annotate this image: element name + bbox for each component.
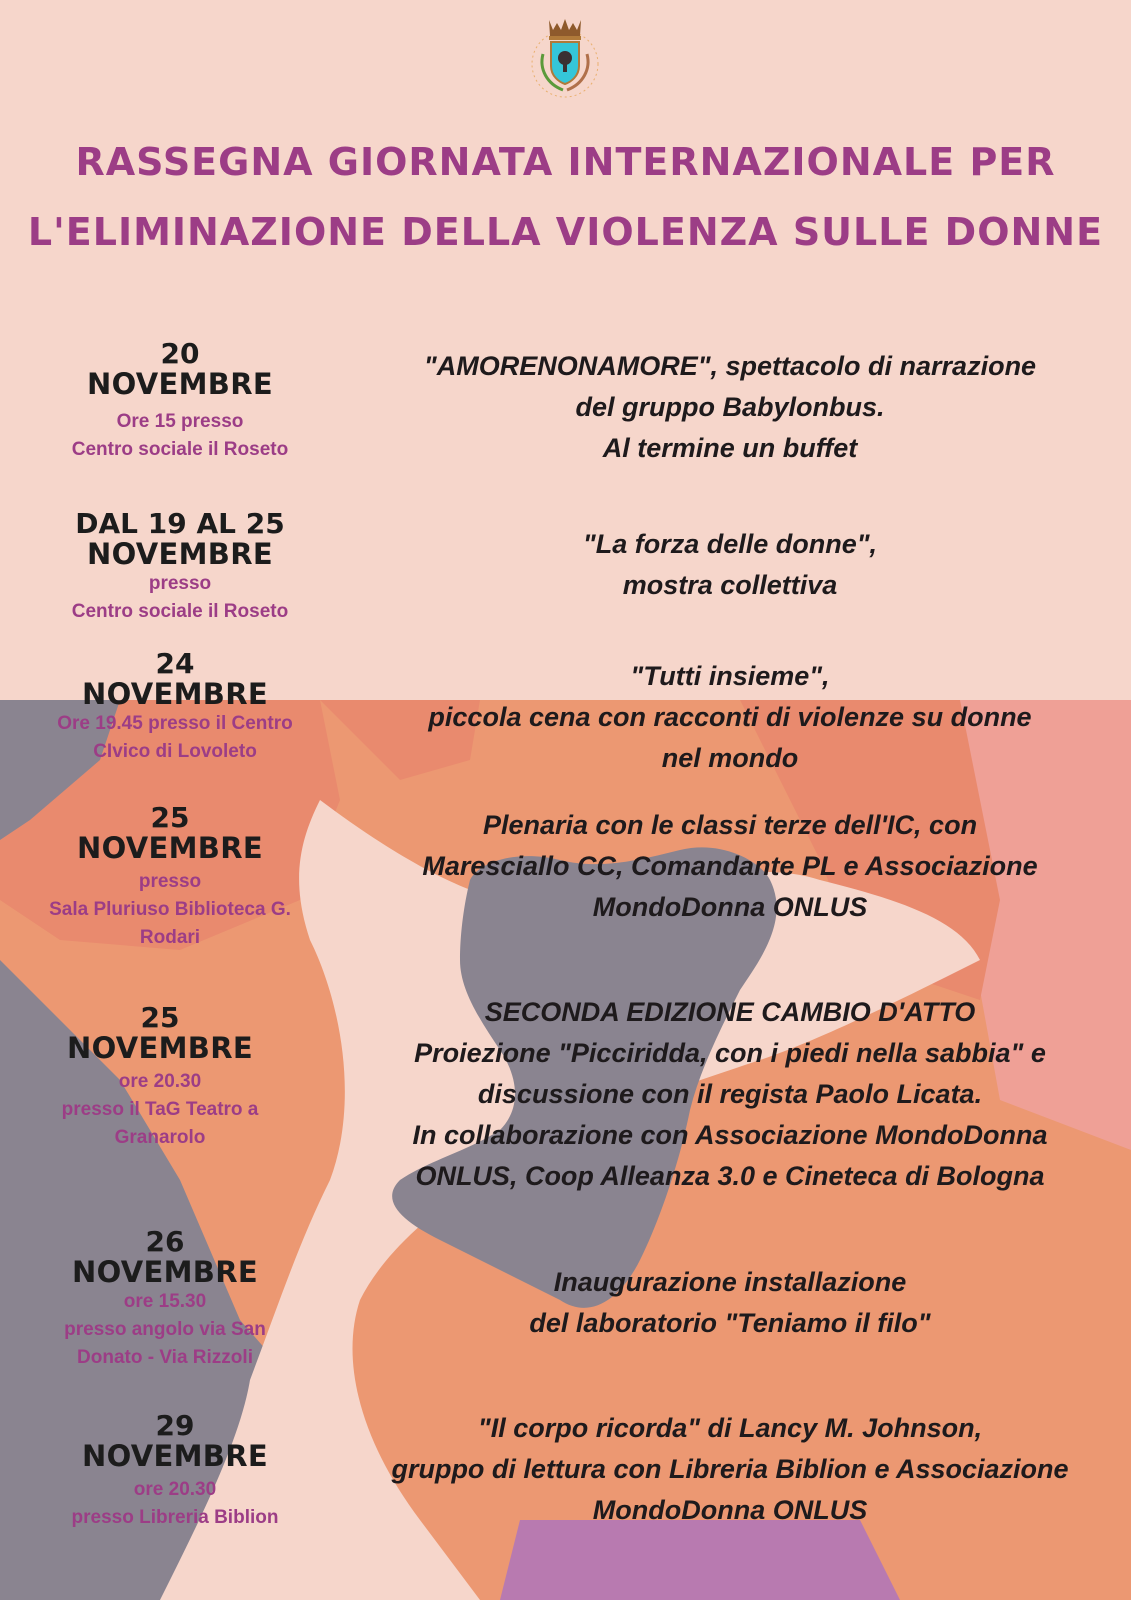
event-month: NOVEMBRE (87, 367, 273, 401)
event-description-line: del gruppo Babylonbus. (575, 392, 885, 422)
event-description-line: "AMORENONAMORE", spettacolo di narrazione (423, 351, 1037, 381)
event-date (25, 802, 315, 952)
event-date (40, 508, 320, 626)
event-description-line: "La forza delle donne", (582, 529, 878, 559)
event-description-line: ONLUS, Coop Alleanza 3.0 e Cineteca di Bologna (415, 1161, 1045, 1191)
event-month: NOVEMBRE (77, 831, 263, 865)
event-description (345, 1408, 1115, 1531)
event-day: DAL 19 AL 25 (75, 507, 285, 540)
event-description-line: Inaugurazione installazione (553, 1267, 907, 1297)
event-location (40, 710, 310, 766)
event-location-line: presso Libreria Biblion (71, 1507, 279, 1528)
event-description-line: MondoDonna ONLUS (592, 1495, 868, 1525)
event-description (345, 1262, 1115, 1344)
event-location-line: Rodari (139, 927, 201, 948)
event-location-line: Granarolo (114, 1127, 206, 1148)
event-location (30, 1288, 300, 1372)
event-location (30, 1068, 290, 1152)
event-description-line: Maresciallo CC, Comandante PL e Associazione (422, 851, 1038, 881)
event-location-line: ore 15.30 (123, 1291, 207, 1312)
event-description-line: In collaborazione con Associazione MondoDonna (412, 1120, 1048, 1150)
event-day: 29 (155, 1409, 195, 1442)
event-location (40, 570, 320, 626)
event-location (40, 408, 320, 464)
event-location-line: ore 20.30 (133, 1479, 217, 1500)
event-description-line: discussione con il regista Paolo Licata. (477, 1079, 983, 1109)
event-location (40, 1476, 310, 1532)
event-day: 25 (140, 1001, 180, 1034)
event-date (30, 1226, 300, 1372)
event-description-line: del laboratorio "Teniamo il filo" (529, 1308, 931, 1338)
event-description (345, 805, 1115, 928)
event-description-line: piccola cena con racconti di violenze su donne (428, 702, 1032, 732)
event-description-line: Al termine un buffet (602, 433, 858, 463)
event-location-line: CIvico di Lovoleto (93, 741, 257, 762)
event-location-line: ore 20.30 (118, 1071, 202, 1092)
event-location-line: Ore 15 presso (116, 411, 244, 432)
event-date (40, 1410, 310, 1532)
event-description-line: gruppo di lettura con Libreria Biblion e Associazione (391, 1454, 1069, 1484)
event-location-line: presso (138, 871, 202, 892)
event-location (25, 868, 315, 952)
event-description (345, 346, 1115, 469)
event-month: NOVEMBRE (82, 1439, 268, 1473)
event-description-line: Plenaria con le classi terze dell'IC, con (482, 810, 978, 840)
event-description (345, 656, 1115, 779)
event-location-line: presso angolo via San (64, 1319, 266, 1340)
event-date (30, 1002, 290, 1152)
event-description-line: nel mondo (661, 743, 799, 773)
event-month: NOVEMBRE (82, 677, 268, 711)
event-description-line: "Tutti insieme", (630, 661, 830, 691)
event-month: NOVEMBRE (67, 1031, 253, 1065)
event-location-line: Donato - Via Rizzoli (77, 1347, 253, 1368)
event-description (345, 992, 1115, 1197)
event-location-line: Sala Pluriuso Biblioteca G. (49, 899, 291, 920)
event-location-line: presso il TaG Teatro a (61, 1099, 259, 1120)
municipal-crest-logo (525, 14, 605, 100)
event-location-line: Centro sociale il Roseto (71, 439, 289, 460)
title-line-2: L'ELIMINAZIONE DELLA VIOLENZA SULLE DONNE (27, 210, 1104, 254)
event-month: NOVEMBRE (87, 537, 273, 571)
event-day: 20 (160, 337, 200, 370)
event-location-line: Ore 19.45 presso il Centro (57, 713, 293, 734)
event-description-line: Proiezione "Picciridda, con i piedi nella sabbia" e (414, 1038, 1046, 1068)
event-date (40, 648, 310, 766)
event-description-line: mostra collettiva (622, 570, 838, 600)
event-day: 25 (150, 801, 190, 834)
event-description-line: MondoDonna ONLUS (592, 892, 868, 922)
event-month: NOVEMBRE (72, 1255, 258, 1289)
event-description-line: "Il corpo ricorda" di Lancy M. Johnson, (477, 1413, 983, 1443)
event-description-line: SECONDA EDIZIONE CAMBIO D'ATTO (484, 997, 976, 1027)
event-description (345, 524, 1115, 606)
event-location-line: presso (148, 573, 212, 594)
event-day: 26 (145, 1225, 185, 1258)
event-date (40, 338, 320, 464)
title-line-1: RASSEGNA GIORNATA INTERNAZIONALE PER (75, 140, 1056, 184)
event-location-line: Centro sociale il Roseto (71, 601, 289, 622)
event-day: 24 (155, 647, 195, 680)
